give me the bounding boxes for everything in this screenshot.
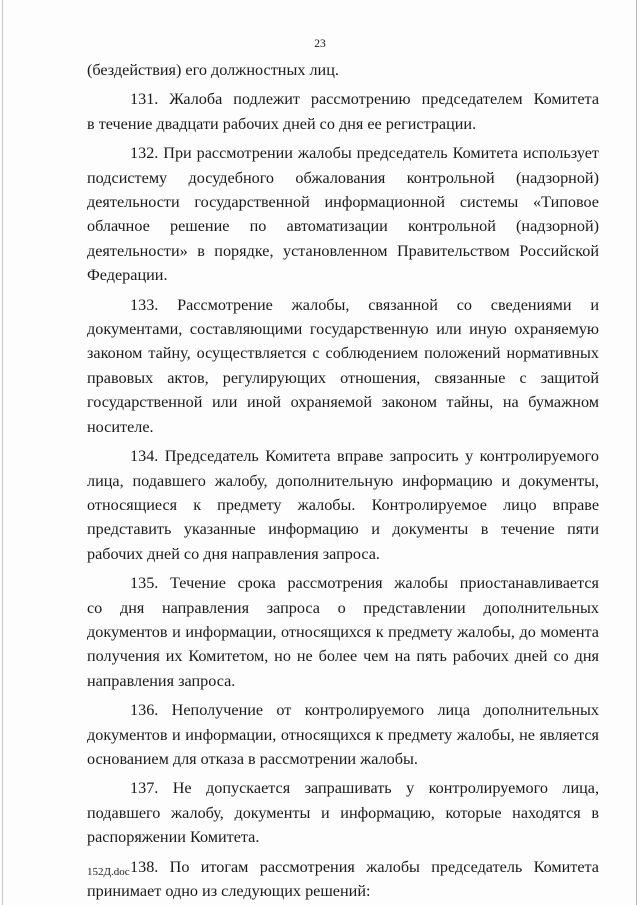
- text-line: подавшего жалобу, документы и информацию, которые находятся в: [87, 803, 599, 822]
- scan-edge-right: [636, 0, 637, 905]
- paragraph: [87, 87, 599, 136]
- text-line: 131. Жалоба подлежит рассмотрению председателем Комитета: [130, 90, 599, 109]
- text-line: 132. При рассмотрении жалобы председатель Комитета использует: [130, 144, 599, 163]
- scan-edge-left: [2, 0, 3, 905]
- paragraph: [87, 293, 599, 439]
- text-line: (бездействия) его должностных лиц.: [87, 61, 339, 79]
- text-line: документов и информации, относящихся к предмету жалобы, до момента: [87, 622, 599, 641]
- text-line: облачное решение по автоматизации контрольной (надзорной): [87, 217, 599, 236]
- page-number: 23: [314, 38, 326, 50]
- text-line: основанием для отказа в рассмотрении жалобы.: [87, 749, 418, 768]
- paragraph: [87, 141, 599, 287]
- text-line: представить указанные информацию и документы в течение пяти: [87, 520, 599, 539]
- paragraph: [87, 698, 599, 771]
- text-line: деятельности государственной информационной системы «Типовое: [87, 193, 599, 212]
- text-line: в течение двадцати рабочих дней со дня ее регистрации.: [87, 114, 477, 133]
- text-line: документами, составляющими государственную или иную охраняемую: [87, 320, 599, 339]
- text-line: государственной или иной охраняемой законом тайны, на бумажном: [87, 393, 599, 412]
- text-line: 136. Неполучение от контролируемого лица дополнительных: [130, 701, 599, 720]
- text-line: принимает одно из следующих решений:: [87, 882, 371, 900]
- text-line: 134. Председатель Комитета вправе запросить у контролируемого: [130, 447, 599, 466]
- text-line: направления запроса.: [87, 671, 236, 690]
- paragraph: [87, 855, 599, 904]
- text-line: 137. Не допускается запрашивать у контролируемого лица,: [130, 779, 599, 798]
- text-line: подсистему досудебного обжалования контрольной (надзорной): [87, 168, 599, 187]
- text-line: законом тайну, осуществляется с соблюдением положений нормативных: [87, 344, 599, 363]
- paragraph: [87, 444, 599, 566]
- file-name-footer: 152Д.doc: [87, 866, 130, 878]
- text-line: 138. По итогам рассмотрения жалобы председатель Комитета: [130, 857, 599, 876]
- text-line: деятельности» в порядке, установленном Правительством Российской: [87, 241, 599, 260]
- document-body: [87, 58, 599, 903]
- paragraph: [87, 776, 599, 849]
- text-line: получения их Комитетом, но не более чем на пять рабочих дней со дня: [87, 647, 599, 666]
- text-line: лица, подавшего жалобу, дополнительную информацию и документы,: [87, 471, 599, 490]
- paragraph: [87, 58, 599, 82]
- text-line: носителе.: [87, 417, 154, 436]
- text-line: со дня направления запроса о представлении дополнительных: [87, 598, 599, 617]
- text-line: рабочих дней со дня направления запроса.: [87, 544, 380, 563]
- text-line: 135. Течение срока рассмотрения жалобы приостанавливается: [130, 574, 599, 593]
- text-line: правовых актов, регулирующих отношения, связанные с защитой: [87, 368, 599, 387]
- text-line: Федерации.: [87, 266, 168, 285]
- paragraph: [87, 571, 599, 693]
- text-line: относящиеся к предмету жалобы. Контролируемое лицо вправе: [87, 495, 599, 514]
- text-line: документов и информации, относящихся к предмету жалобы, не является: [87, 725, 599, 744]
- text-line: 133. Рассмотрение жалобы, связанной со сведениями и: [130, 295, 599, 314]
- text-line: распоряжении Комитета.: [87, 828, 260, 847]
